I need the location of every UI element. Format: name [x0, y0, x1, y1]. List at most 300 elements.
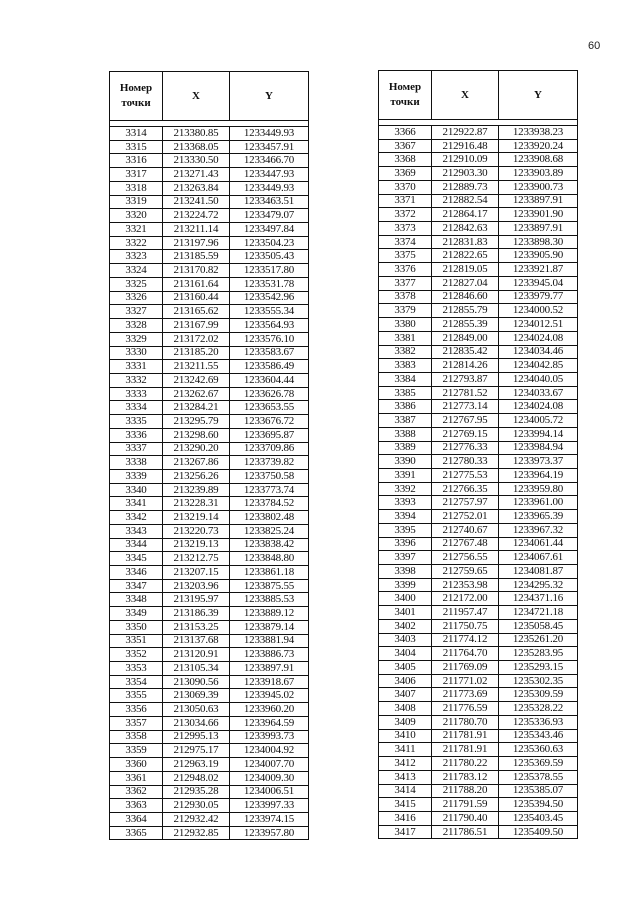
table-row [379, 647, 578, 661]
cell-x: 212769.15 [432, 427, 499, 441]
cell-y: 1233505.43 [230, 250, 309, 264]
cell-y: 1235378.55 [499, 770, 578, 784]
cell-x: 212793.87 [432, 372, 499, 386]
cell-point-number: 3316 [110, 154, 163, 168]
header-point-number: Номер точки [379, 71, 432, 120]
cell-y: 1233848.80 [230, 552, 309, 566]
cell-x: 213330.50 [163, 154, 230, 168]
cell-y: 1233897.91 [499, 194, 578, 208]
header-x: X [432, 71, 499, 120]
table-row [379, 249, 578, 263]
cell-x: 213220.73 [163, 524, 230, 538]
table-row [110, 607, 309, 621]
cell-y: 1233984.94 [499, 441, 578, 455]
cell-y: 1233945.02 [230, 689, 309, 703]
cell-point-number: 3401 [379, 606, 432, 620]
cell-point-number: 3361 [110, 771, 163, 785]
cell-x: 212948.02 [163, 771, 230, 785]
cell-x: 212916.48 [432, 139, 499, 153]
cell-point-number: 3339 [110, 469, 163, 483]
table-row [110, 387, 309, 401]
cell-x: 212781.52 [432, 386, 499, 400]
table-row [379, 372, 578, 386]
table-row [110, 442, 309, 456]
cell-point-number: 3322 [110, 236, 163, 250]
table-row [110, 154, 309, 168]
cell-y: 1233604.44 [230, 373, 309, 387]
cell-point-number: 3398 [379, 565, 432, 579]
cell-point-number: 3393 [379, 496, 432, 510]
cell-point-number: 3357 [110, 716, 163, 730]
cell-y: 1234040.05 [499, 372, 578, 386]
table-row [379, 633, 578, 647]
cell-point-number: 3405 [379, 661, 432, 675]
table-row [379, 715, 578, 729]
cell-point-number: 3417 [379, 825, 432, 839]
cell-point-number: 3368 [379, 153, 432, 167]
cell-x: 213298.60 [163, 428, 230, 442]
cell-point-number: 3397 [379, 551, 432, 565]
table-row [379, 359, 578, 373]
table-row [379, 222, 578, 236]
cell-y: 1233695.87 [230, 428, 309, 442]
cell-x: 212822.65 [432, 249, 499, 263]
table-row [110, 346, 309, 360]
cell-point-number: 3320 [110, 209, 163, 223]
cell-x: 211776.59 [432, 702, 499, 716]
table-row [110, 291, 309, 305]
cell-point-number: 3371 [379, 194, 432, 208]
cell-y: 1233861.18 [230, 566, 309, 580]
table-row [110, 744, 309, 758]
cell-point-number: 3399 [379, 578, 432, 592]
cell-x: 211774.12 [432, 633, 499, 647]
cell-x: 212827.04 [432, 276, 499, 290]
table-row [379, 510, 578, 524]
cell-point-number: 3394 [379, 510, 432, 524]
cell-y: 1233881.94 [230, 634, 309, 648]
cell-point-number: 3376 [379, 263, 432, 277]
cell-x: 211769.09 [432, 661, 499, 675]
table-row [379, 167, 578, 181]
cell-y: 1233997.33 [230, 799, 309, 813]
cell-point-number: 3386 [379, 400, 432, 414]
cell-point-number: 3319 [110, 195, 163, 209]
table-row [110, 634, 309, 648]
cell-x: 212814.26 [432, 359, 499, 373]
table-row [379, 784, 578, 798]
cell-y: 1233564.93 [230, 319, 309, 333]
table-row [110, 648, 309, 662]
table-row [110, 236, 309, 250]
cell-x: 213211.14 [163, 223, 230, 237]
table-row [379, 290, 578, 304]
table-row [110, 483, 309, 497]
cell-y: 1233466.70 [230, 154, 309, 168]
cell-point-number: 3414 [379, 784, 432, 798]
table-row [379, 674, 578, 688]
cell-point-number: 3356 [110, 703, 163, 717]
table-row [110, 524, 309, 538]
cell-point-number: 3342 [110, 511, 163, 525]
table-row [379, 825, 578, 839]
table-row [110, 511, 309, 525]
table-row [110, 593, 309, 607]
table-row [379, 400, 578, 414]
table-header-row [110, 72, 309, 121]
cell-x: 212903.30 [432, 167, 499, 181]
cell-x: 213034.66 [163, 716, 230, 730]
cell-x: 213195.97 [163, 593, 230, 607]
cell-point-number: 3413 [379, 770, 432, 784]
cell-x: 212963.19 [163, 758, 230, 772]
cell-point-number: 3347 [110, 579, 163, 593]
cell-point-number: 3337 [110, 442, 163, 456]
cell-y: 1233875.55 [230, 579, 309, 593]
cell-point-number: 3332 [110, 373, 163, 387]
cell-point-number: 3344 [110, 538, 163, 552]
cell-y: 1233964.19 [499, 468, 578, 482]
cell-x: 213050.63 [163, 703, 230, 717]
cell-x: 211764.70 [432, 647, 499, 661]
table-row [379, 318, 578, 332]
cell-x: 213137.68 [163, 634, 230, 648]
cell-point-number: 3348 [110, 593, 163, 607]
cell-x: 212975.17 [163, 744, 230, 758]
cell-y: 1233920.24 [499, 139, 578, 153]
cell-y: 1233897.91 [499, 222, 578, 236]
cell-y: 1233993.73 [230, 730, 309, 744]
table-header-row [379, 71, 578, 120]
table-row [110, 552, 309, 566]
cell-point-number: 3341 [110, 497, 163, 511]
cell-y: 1233945.04 [499, 276, 578, 290]
cell-y: 1233517.80 [230, 264, 309, 278]
cell-y: 1233961.00 [499, 496, 578, 510]
cell-x: 213368.05 [163, 140, 230, 154]
cell-y: 1233994.14 [499, 427, 578, 441]
cell-x: 213105.34 [163, 662, 230, 676]
cell-x: 212172.00 [432, 592, 499, 606]
cell-x: 213090.56 [163, 675, 230, 689]
table-row [110, 360, 309, 374]
cell-point-number: 3375 [379, 249, 432, 263]
table-row [110, 181, 309, 195]
table-row [379, 482, 578, 496]
table-row [379, 126, 578, 140]
cell-point-number: 3396 [379, 537, 432, 551]
cell-point-number: 3329 [110, 332, 163, 346]
cell-y: 1233979.77 [499, 290, 578, 304]
table-row [379, 468, 578, 482]
cell-x: 213290.20 [163, 442, 230, 456]
table-row [379, 661, 578, 675]
cell-y: 1233903.89 [499, 167, 578, 181]
table-row [379, 345, 578, 359]
table-row [110, 758, 309, 772]
table-row [110, 538, 309, 552]
cell-point-number: 3400 [379, 592, 432, 606]
header-x: X [163, 72, 230, 121]
cell-x: 212932.85 [163, 826, 230, 840]
cell-y: 1233825.24 [230, 524, 309, 538]
cell-point-number: 3338 [110, 456, 163, 470]
cell-point-number: 3377 [379, 276, 432, 290]
table-row [379, 606, 578, 620]
cell-y: 1234024.08 [499, 400, 578, 414]
cell-y: 1233908.68 [499, 153, 578, 167]
table-row [379, 688, 578, 702]
cell-x: 213228.31 [163, 497, 230, 511]
cell-x: 211791.59 [432, 798, 499, 812]
cell-point-number: 3402 [379, 619, 432, 633]
cell-x: 213239.89 [163, 483, 230, 497]
table-row [110, 785, 309, 799]
cell-y: 1233479.07 [230, 209, 309, 223]
table-row [379, 702, 578, 716]
table-row [110, 456, 309, 470]
cell-point-number: 3317 [110, 168, 163, 182]
cell-x: 213185.20 [163, 346, 230, 360]
cell-y: 1233676.72 [230, 415, 309, 429]
cell-y: 1234371.16 [499, 592, 578, 606]
cell-y: 1234006.51 [230, 785, 309, 799]
cell-x: 211780.70 [432, 715, 499, 729]
cell-point-number: 3384 [379, 372, 432, 386]
cell-x: 212855.39 [432, 318, 499, 332]
table-row [110, 579, 309, 593]
cell-point-number: 3355 [110, 689, 163, 703]
cell-point-number: 3381 [379, 331, 432, 345]
cell-x: 211788.20 [432, 784, 499, 798]
cell-x: 212767.48 [432, 537, 499, 551]
table-row [110, 497, 309, 511]
cell-y: 1234081.87 [499, 565, 578, 579]
cell-y: 1233959.80 [499, 482, 578, 496]
table-row [110, 127, 309, 141]
cell-point-number: 3387 [379, 414, 432, 428]
table-row [379, 180, 578, 194]
cell-y: 1233531.78 [230, 277, 309, 291]
cell-y: 1233750.58 [230, 469, 309, 483]
cell-point-number: 3360 [110, 758, 163, 772]
cell-y: 1233921.87 [499, 263, 578, 277]
table-row [110, 620, 309, 634]
cell-point-number: 3415 [379, 798, 432, 812]
cell-point-number: 3354 [110, 675, 163, 689]
cell-y: 1234000.52 [499, 304, 578, 318]
table-row [379, 386, 578, 400]
cell-x: 211957.47 [432, 606, 499, 620]
cell-x: 213241.50 [163, 195, 230, 209]
table-row [379, 537, 578, 551]
cell-y: 1233974.15 [230, 812, 309, 826]
cell-x: 213219.13 [163, 538, 230, 552]
cell-y: 1235369.59 [499, 757, 578, 771]
cell-point-number: 3328 [110, 319, 163, 333]
table-row [110, 319, 309, 333]
cell-x: 212835.42 [432, 345, 499, 359]
cell-point-number: 3403 [379, 633, 432, 647]
cell-point-number: 3335 [110, 415, 163, 429]
cell-x: 213186.39 [163, 607, 230, 621]
cell-point-number: 3327 [110, 305, 163, 319]
cell-point-number: 3383 [379, 359, 432, 373]
cell-y: 1235328.22 [499, 702, 578, 716]
cell-point-number: 3346 [110, 566, 163, 580]
table-row [110, 730, 309, 744]
cell-y: 1233449.93 [230, 181, 309, 195]
cell-y: 1235293.15 [499, 661, 578, 675]
cell-y: 1235385.07 [499, 784, 578, 798]
cell-point-number: 3363 [110, 799, 163, 813]
cell-x: 212995.13 [163, 730, 230, 744]
cell-y: 1235394.50 [499, 798, 578, 812]
cell-y: 1235302.35 [499, 674, 578, 688]
cell-point-number: 3353 [110, 662, 163, 676]
cell-y: 1233965.39 [499, 510, 578, 524]
cell-y: 1235360.63 [499, 743, 578, 757]
cell-x: 211780.22 [432, 757, 499, 771]
cell-point-number: 3416 [379, 811, 432, 825]
cell-x: 213242.69 [163, 373, 230, 387]
cell-x: 212922.87 [432, 126, 499, 140]
cell-x: 213203.96 [163, 579, 230, 593]
cell-point-number: 3326 [110, 291, 163, 305]
cell-x: 213262.67 [163, 387, 230, 401]
table-row [110, 332, 309, 346]
cell-point-number: 3324 [110, 264, 163, 278]
table-row [110, 195, 309, 209]
table-row [379, 276, 578, 290]
table-row [110, 703, 309, 717]
table-row [110, 168, 309, 182]
table-row [110, 264, 309, 278]
cell-y: 1233583.67 [230, 346, 309, 360]
cell-y: 1233739.82 [230, 456, 309, 470]
cell-x: 212776.33 [432, 441, 499, 455]
cell-y: 1233463.51 [230, 195, 309, 209]
cell-x: 212882.54 [432, 194, 499, 208]
cell-point-number: 3390 [379, 455, 432, 469]
cell-point-number: 3315 [110, 140, 163, 154]
cell-y: 1233973.37 [499, 455, 578, 469]
table-row [379, 496, 578, 510]
table-row [379, 551, 578, 565]
cell-x: 212935.28 [163, 785, 230, 799]
cell-point-number: 3318 [110, 181, 163, 195]
cell-y: 1234004.92 [230, 744, 309, 758]
table-row [379, 565, 578, 579]
cell-x: 212775.53 [432, 468, 499, 482]
cell-y: 1233497.84 [230, 223, 309, 237]
cell-point-number: 3365 [110, 826, 163, 840]
cell-y: 1234009.30 [230, 771, 309, 785]
cell-point-number: 3404 [379, 647, 432, 661]
cell-x: 212819.05 [432, 263, 499, 277]
cell-y: 1233957.80 [230, 826, 309, 840]
table-row [379, 757, 578, 771]
cell-y: 1235058.45 [499, 619, 578, 633]
cell-x: 212756.55 [432, 551, 499, 565]
cell-y: 1234061.44 [499, 537, 578, 551]
cell-point-number: 3373 [379, 222, 432, 236]
cell-point-number: 3378 [379, 290, 432, 304]
table-row [110, 771, 309, 785]
table-row [379, 194, 578, 208]
cell-y: 1234295.32 [499, 578, 578, 592]
cell-y: 1233879.14 [230, 620, 309, 634]
cell-x: 212752.01 [432, 510, 499, 524]
cell-x: 213153.25 [163, 620, 230, 634]
cell-point-number: 3372 [379, 208, 432, 222]
cell-y: 1233838.42 [230, 538, 309, 552]
cell-y: 1233886.73 [230, 648, 309, 662]
cell-x: 213212.75 [163, 552, 230, 566]
cell-point-number: 3336 [110, 428, 163, 442]
cell-y: 1233626.78 [230, 387, 309, 401]
cell-y: 1233898.30 [499, 235, 578, 249]
table-body-right [379, 126, 578, 839]
cell-y: 1234721.18 [499, 606, 578, 620]
table-row [379, 743, 578, 757]
table-row [110, 401, 309, 415]
cell-point-number: 3350 [110, 620, 163, 634]
cell-x: 212353.98 [432, 578, 499, 592]
table-row [379, 455, 578, 469]
cell-x: 213165.62 [163, 305, 230, 319]
table-row [110, 469, 309, 483]
cell-y: 1234005.72 [499, 414, 578, 428]
table-row [110, 675, 309, 689]
cell-y: 1233918.67 [230, 675, 309, 689]
cell-point-number: 3325 [110, 277, 163, 291]
cell-x: 213197.96 [163, 236, 230, 250]
table-row [110, 689, 309, 703]
cell-point-number: 3385 [379, 386, 432, 400]
table-row [379, 208, 578, 222]
cell-point-number: 3392 [379, 482, 432, 496]
cell-x: 213256.26 [163, 469, 230, 483]
cell-y: 1233802.48 [230, 511, 309, 525]
table-row [379, 811, 578, 825]
cell-point-number: 3395 [379, 523, 432, 537]
cell-y: 1235283.95 [499, 647, 578, 661]
coordinates-table-left [109, 71, 309, 840]
cell-x: 213295.79 [163, 415, 230, 429]
coordinates-table-right [378, 70, 578, 839]
cell-point-number: 3388 [379, 427, 432, 441]
header-y: Y [499, 71, 578, 120]
cell-point-number: 3410 [379, 729, 432, 743]
cell-x: 212932.42 [163, 812, 230, 826]
cell-x: 213120.91 [163, 648, 230, 662]
cell-point-number: 3379 [379, 304, 432, 318]
cell-x: 213207.15 [163, 566, 230, 580]
cell-point-number: 3409 [379, 715, 432, 729]
cell-x: 212773.14 [432, 400, 499, 414]
cell-x: 211781.91 [432, 729, 499, 743]
cell-x: 213224.72 [163, 209, 230, 223]
table-row [379, 139, 578, 153]
table-row [110, 826, 309, 840]
cell-y: 1234067.61 [499, 551, 578, 565]
table-row [379, 153, 578, 167]
cell-x: 212757.97 [432, 496, 499, 510]
table-row [379, 414, 578, 428]
cell-point-number: 3331 [110, 360, 163, 374]
cell-x: 211783.12 [432, 770, 499, 784]
